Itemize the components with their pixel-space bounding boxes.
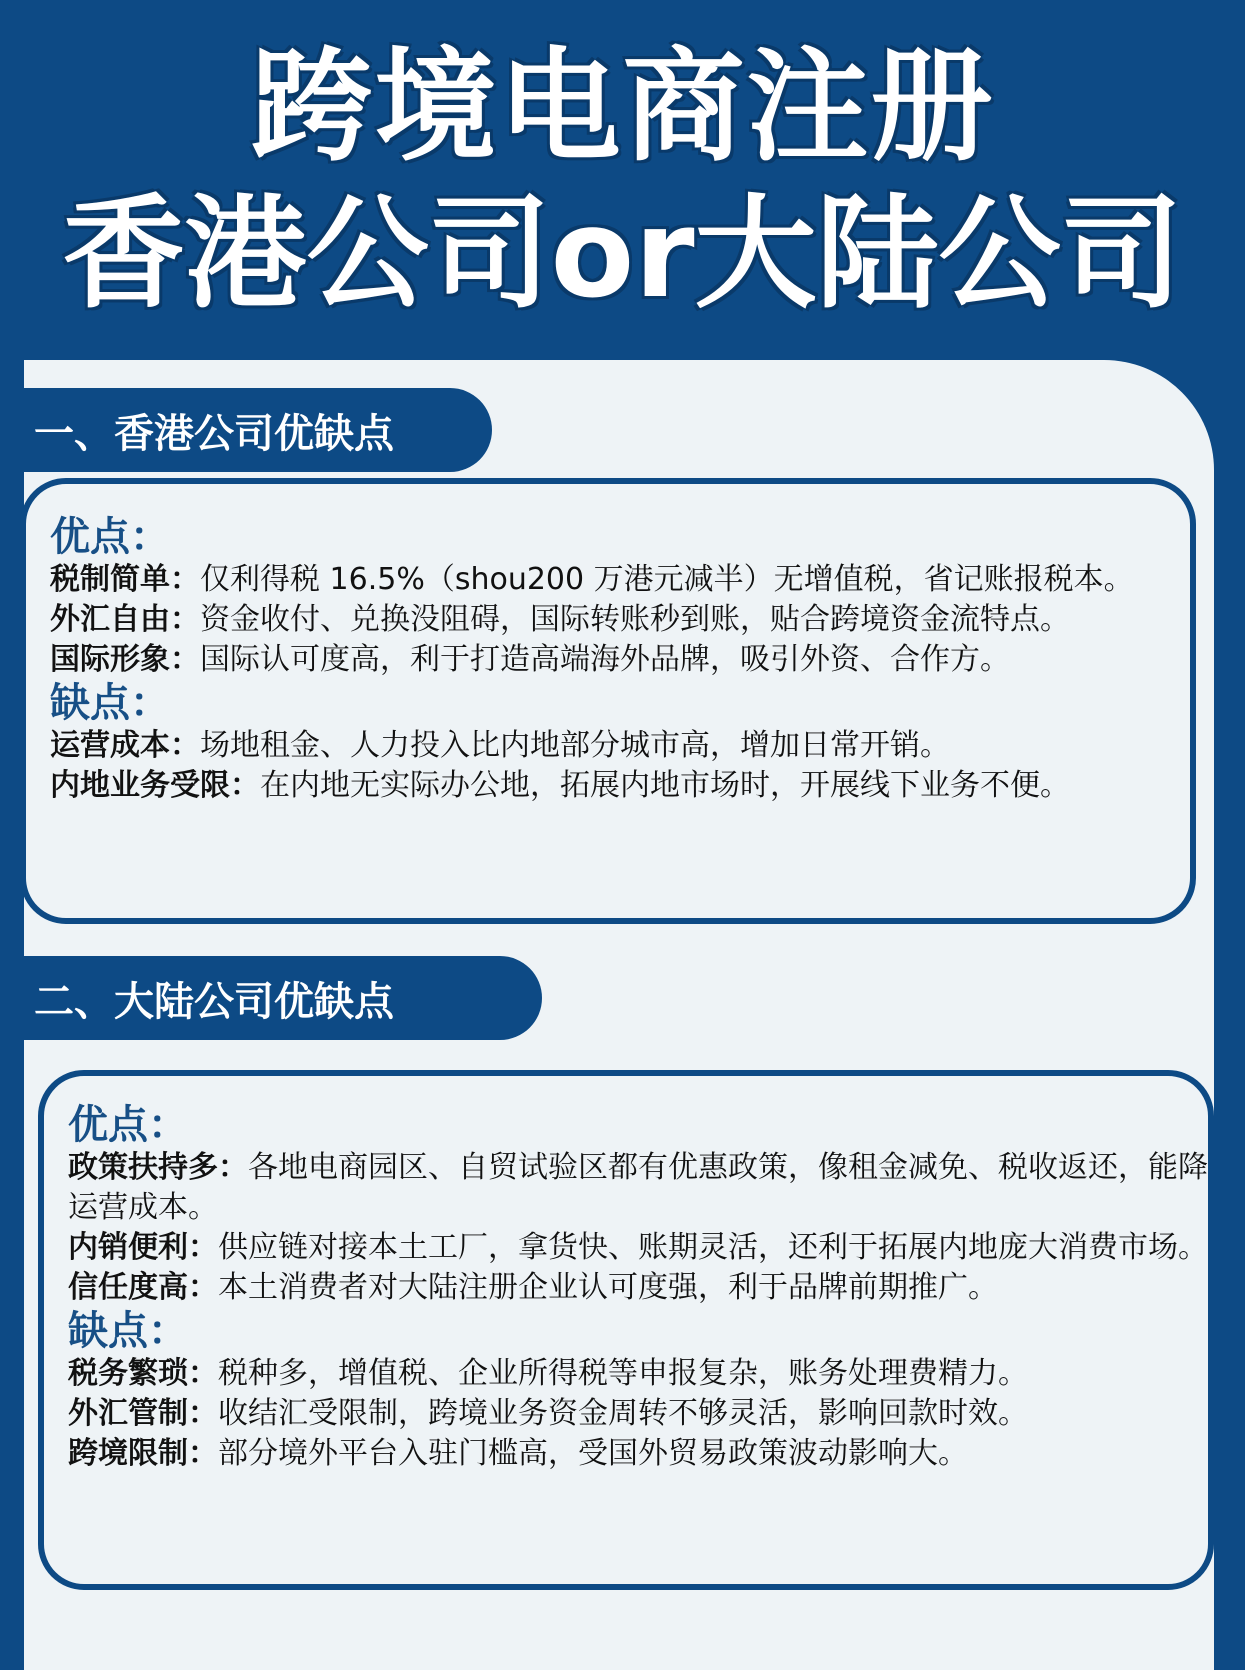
cons-heading: 缺点： xyxy=(50,680,170,726)
list-item xyxy=(68,1148,1208,1228)
item-text: 国际认可度高，利于打造高端海外品牌，吸引外资、合作方。 xyxy=(200,642,1010,677)
list-item xyxy=(50,560,1190,600)
list-item xyxy=(50,766,1190,806)
item-text: 税种多，增值税、企业所得税等申报复杂，账务处理费精力。 xyxy=(218,1356,1028,1391)
page-title-line-2: 香港公司or大陆公司 xyxy=(62,183,1183,325)
list-item xyxy=(68,1354,1208,1394)
item-label: 内地业务受限： xyxy=(50,768,260,803)
list-item xyxy=(68,1434,1208,1474)
cons-heading: 缺点： xyxy=(68,1308,188,1354)
item-text: 收结汇受限制，跨境业务资金周转不够灵活，影响回款时效。 xyxy=(218,1396,1028,1431)
item-label: 政策扶持多： xyxy=(68,1150,248,1185)
item-label: 国际形象： xyxy=(50,642,200,677)
item-label: 税务繁琐： xyxy=(68,1356,218,1391)
mainland-details-box xyxy=(38,1070,1214,1590)
item-text: 各地电商园区、自贸试验区都有优惠政策，像租金减免、税收返还，能降运营成本。 xyxy=(68,1150,1208,1225)
section-heading-mainland: 二、大陆公司优缺点 xyxy=(0,956,542,1040)
item-text: 本土消费者对大陆注册企业认可度强，利于品牌前期推广。 xyxy=(218,1270,998,1305)
item-label: 内销便利： xyxy=(68,1230,218,1265)
section-heading-hong-kong: 一、香港公司优缺点 xyxy=(0,388,492,472)
list-item xyxy=(68,1268,1208,1308)
item-text: 供应链对接本土工厂，拿货快、账期灵活，还利于拓展内地庞大消费市场。 xyxy=(218,1230,1208,1265)
item-text: 仅利得税 16.5%（shou200 万港元减半）无增值税，省记账报税本。 xyxy=(200,562,1134,597)
hong-kong-details-box xyxy=(20,478,1196,924)
item-text: 在内地无实际办公地，拓展内地市场时，开展线下业务不便。 xyxy=(260,768,1070,803)
item-label: 跨境限制： xyxy=(68,1436,218,1471)
item-text: 部分境外平台入驻门槛高，受国外贸易政策波动影响大。 xyxy=(218,1436,968,1471)
item-text: 资金收付、兑换没阻碍，国际转账秒到账，贴合跨境资金流特点。 xyxy=(200,602,1070,637)
item-label: 税制简单： xyxy=(50,562,200,597)
list-item xyxy=(50,600,1190,640)
item-label: 外汇自由： xyxy=(50,602,200,637)
item-text: 场地租金、人力投入比内地部分城市高，增加日常开销。 xyxy=(200,728,950,763)
item-label: 信任度高： xyxy=(68,1270,218,1305)
list-item xyxy=(50,640,1190,680)
list-item xyxy=(68,1394,1208,1434)
list-item xyxy=(68,1228,1208,1268)
pros-heading: 优点： xyxy=(50,514,170,560)
pros-heading: 优点： xyxy=(68,1102,188,1148)
item-label: 运营成本： xyxy=(50,728,200,763)
page-title-line-1: 跨境电商注册 xyxy=(250,36,995,178)
item-label: 外汇管制： xyxy=(68,1396,218,1431)
list-item xyxy=(50,726,1190,766)
